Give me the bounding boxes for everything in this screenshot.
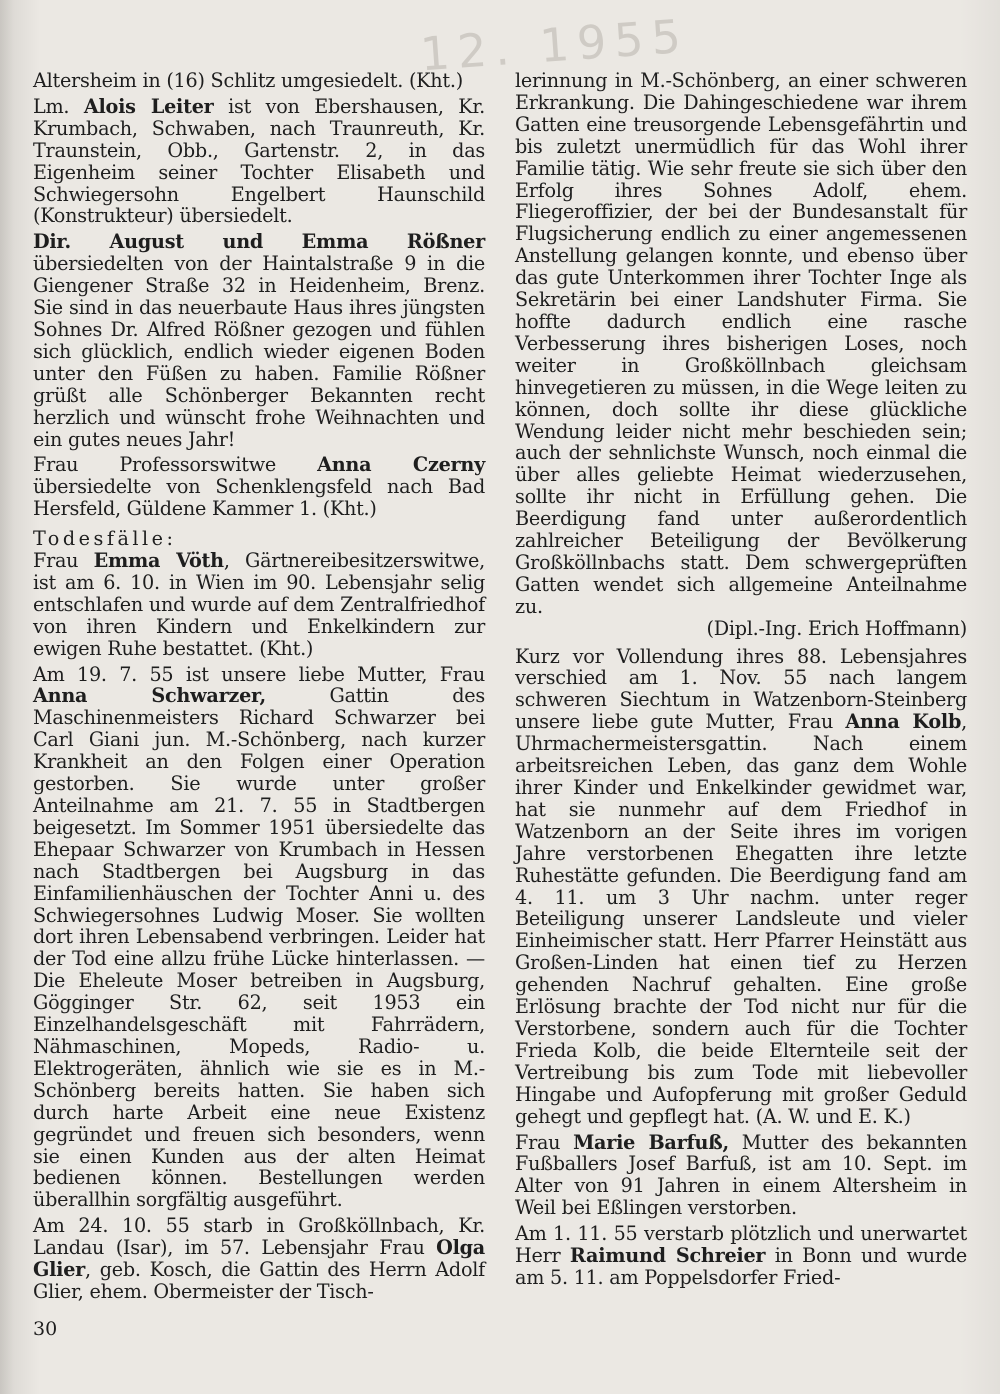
paragraph-text: Frau Professorswitwe: [33, 453, 318, 477]
person-name: Alois Leiter: [83, 94, 214, 118]
paragraph-text: ist von Ebershausen, Kr. Krumbach, Schwaben, nach Traunreuth, Kr. Traunstein, Obb., Gartenstr. 2, in das Eigenheim seiner Tochter Elisabeth und Schwiegersohn Engelbert Haunschild (Konstrukteur) übersiedelt.: [33, 94, 486, 228]
paragraph-czerny: [33, 454, 485, 520]
paragraph-text: Lm.: [33, 94, 84, 118]
person-name: Marie Barfuß,: [573, 1130, 729, 1154]
paragraph-text: Am 24. 10. 55 starb in Großköllnbach, Kr. Landau (Isar), im 57. Lebensjahr Frau: [33, 1214, 485, 1260]
paragraph-text: Am 19. 7. 55 ist unsere liebe Mutter, Frau: [33, 662, 485, 686]
person-name: Olga Glier: [33, 1236, 485, 1282]
paragraph-text: Am 1. 11. 55 verstarb plötzlich und unerwartet Herr: [515, 1222, 967, 1268]
paragraph-glier-continued: [515, 70, 967, 618]
person-name: Raimund Schreier: [569, 1244, 766, 1268]
paragraph-text: , Uhrmachermeistersgattin. Nach einem arbeitsreichen Leben, das ganz dem Wohle ihrer Kinder und Enkelkinder gewidmet war, hat sie nunmehr auf dem Friedhof in Watzenborn an der Seite ihres im vorigen Jahre verstorbenen Ehegatten ihre letzte Ruhestätte gefunden. Die Beerdigung fand am 4. 11. um 3 Uhr nachm. unter reger Beteiligung unserer Landsleute und vieler Einheimischer statt. Herr Pfarrer Heinstätt aus Großen-Linden hat einen tief zu Herzen gehenden Nachruf gehalten. Eine große Erlösung brachte der Tod nicht nur für die Verstorbene, sondern auch für die Tochter Frieda Kolb, die beide Elternteile seit der Vertreibung bis zum Tode mit liebevoller Hingabe und Aufopferung mit großer Geduld gehegt und gepflegt hat. (A. W. und E. K.): [515, 710, 967, 1128]
right-column: [515, 70, 967, 1293]
person-name: Anna Kolb: [845, 710, 962, 734]
section-heading-deaths: Todesfälle:: [33, 527, 177, 551]
paragraph-text: Mutter des bekannten Fußballers Josef Barfuß, ist am 10. Sept. im Alter von 91 Jahren in einem Altersheim in Weil bei Eßlingen verstorben.: [515, 1130, 968, 1220]
paragraph-roessner: [33, 231, 485, 450]
paragraph-barfuss: [515, 1132, 967, 1220]
person-name: Anna Czerny: [317, 453, 486, 477]
paragraph-voeth: [33, 550, 485, 660]
paragraph-text: Altersheim in (16) Schlitz umgesiedelt. (Kht.): [33, 69, 463, 92]
left-column: [33, 70, 485, 1307]
paragraph-text: Kurz vor Vollendung ihres 88. Lebensjahres verschied am 1. Nov. 55 nach langem schweren Siechtum in Watzenborn-Steinberg unsere liebe gute Mutter, Frau: [515, 644, 967, 734]
paragraph-text: Gattin des Maschinenmeisters Richard Schwarzer bei Carl Giani jun. M.-Schönberg, nach kurzer Krankheit an den Folgen einer Operation gestorben. Sie wurde unter großer Anteilnahme am 21. 7. 55 in Stadtbergen beigesetzt. Im Sommer 1951 übersiedelte das Ehepaar Schwarzer von Krumbach in Hessen nach Stadtbergen bei Augsburg in das Einfamilienhäuschen der Tochter Anni u. des Schwiegersohnes Ludwig Moser. Sie wollten dort ihren Lebensabend verbringen. Leider hat der Tod eine allzu frühe Lücke hinterlassen. — Die Eheleute Moser betreiben in Augsburg, Gögginger Str. 62, seit 1953 ein Einzelhandelsgeschäft mit Fahrrädern, Nähmaschinen, Mopeds, Radio- u. Elektrogeräten, ähnlich wie sie es in M.-Schönberg bereits hatten. Sie haben sich durch harte Arbeit eine neue Existenz gegründet und freuen sich besonders, wenn sie einen Kunden aus der alten Heimat bedienen können. Bestellungen werden überallhin sorgfältig ausgeführt.: [33, 684, 485, 1212]
paragraph-text: in Bonn und wurde am 5. 11. am Poppelsdorfer Fried-: [515, 1244, 967, 1289]
signature-hoffmann: (Dipl.-Ing. Erich Hoffmann): [706, 616, 967, 640]
paragraph-text: übersiedelten von der Haintalstraße 9 in die Giengener Straße 32 in Heidenheim, Brenz. Sie sind in das neuerbaute Haus ihres jüngsten Sohnes Dr. Alfred Rößner gezogen und fühlen sich glücklich, endlich wieder eigenen Boden unter den Füßen zu haben. Familie Rößner grüßt alle Schönberger Bekannten recht herzlich und wünscht frohe Weihnachten und ein gutes neues Jahr!: [33, 252, 485, 451]
paragraph-text: Frau: [515, 1130, 574, 1154]
paragraph-kolb: [515, 646, 967, 1128]
paragraph-schreier: [515, 1223, 967, 1289]
person-name: Dir. August und Emma Rößner: [33, 230, 485, 254]
paragraph-text: Frau: [33, 549, 94, 573]
paragraph-text: , Gärtnereibesitzerswitwe, ist am 6. 10. in Wien im 90. Lebensjahr selig entschlafen und wurde auf dem Zentralfriedhof von ihren Kindern und Enkelkindern zur ewigen Ruhe bestattet. (Kht.): [33, 549, 485, 660]
page-number: 30: [33, 1318, 58, 1340]
faint-date-stamp: 12. 1955: [418, 8, 691, 82]
person-name: Emma Vöth: [93, 549, 224, 573]
paragraph-text: übersiedelte von Schenklengsfeld nach Bad Hersfeld, Güldene Kammer 1. (Kht.): [33, 475, 485, 521]
paragraph-schwarzer: [33, 664, 485, 1212]
paragraph-text: , geb. Kosch, die Gattin des Herrn Adolf Glier, ehem. Obermeister der Tisch-: [33, 1258, 485, 1303]
paragraph-leiter: [33, 96, 485, 227]
person-name: Anna Schwarzer,: [33, 684, 266, 708]
paragraph-text: lerinnung in M.-Schönberg, an einer schweren Erkrankung. Die Dahingeschiedene war ihrem Gatten eine treusorgende Lebensgefährtin und bis zuletzt unermüdlich für das Wohl ihrer Familie tätig. Wie sehr freute sie sich über den Erfolg ihres Sohnes Adolf, ehem. Fliegeroffizier, der bei der Bundesanstalt für Flugsicherung endlich zu einer angemessenen Anstellung gelangen konnte, und ebenso über das gute Unterkommen ihrer Tochter Inge als Sekretärin bei einer Landshuter Firma. Sie hoffte dadurch endlich eine rasche Verbesserung ihres bisherigen Loses, noch weiter in Großköllnbach gleichsam hinvegetieren zu müssen, in die Wege leiten zu können, doch sollte ihr diese glückliche Wendung leider nicht mehr beschieden sein; auch der sehnlichste Wunsch, noch einmal die über alles geliebte Heimat wiederzusehen, sollte ihr nicht in Erfüllung gehen. Die Beerdigung fand unter außerordentlich zahlreicher Beteiligung der Bevölkerung Großköllnbachs statt. Dem schwergeprüften Gatten wendet sich allgemeine Anteilnahme zu.: [515, 69, 967, 618]
paragraph-schlitz: [33, 70, 485, 92]
paragraph-glier: [33, 1215, 485, 1303]
